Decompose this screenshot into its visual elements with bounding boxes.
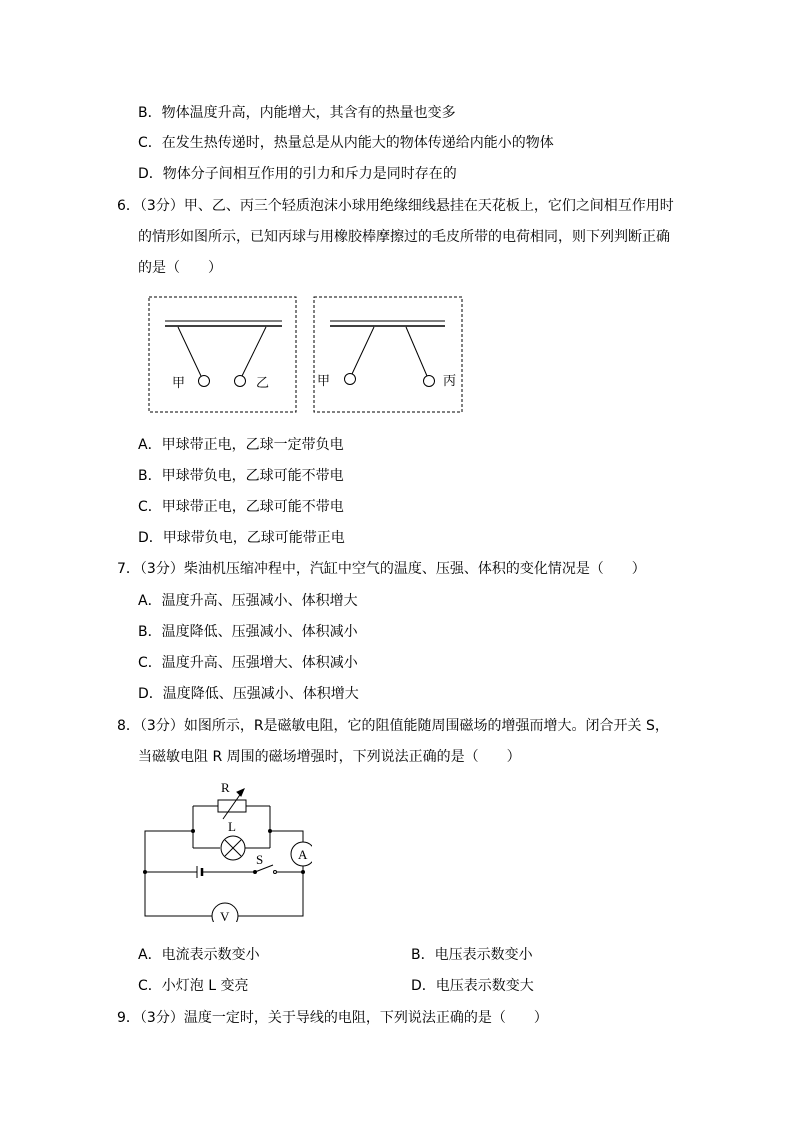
q8-option-a: A．电流表示数变小 (138, 947, 260, 963)
circuit-label-a: A (298, 847, 308, 862)
q8-circuit (140, 776, 312, 922)
q6-right-ball-a (345, 374, 356, 385)
q7-option-d: D．温度降低、压强减小、体积增大 (138, 686, 359, 702)
q6-right-string-b (406, 327, 427, 376)
q8-stem-line2: 当磁敏电阻 R 周围的磁场增强时，下列说法正确的是（ ） (138, 749, 521, 765)
q6-left-label-a: 甲 (172, 376, 186, 391)
q6-stem-line3: 的是（ ） (138, 260, 222, 276)
q8-option-b: B．电压表示数变小 (411, 947, 533, 963)
q6-option-d: D．甲球带负电，乙球可能带正电 (138, 530, 345, 546)
q6-right-label-a: 甲 (317, 374, 331, 389)
q6-right-ball-b (424, 376, 435, 387)
q6-left-label-b: 乙 (256, 376, 270, 391)
q6-option-b: B．甲球带负电，乙球可能不带电 (138, 468, 344, 484)
q8-option-c: C．小灯泡 L 变亮 (138, 978, 249, 994)
q7-stem: 7．（3分）柴油机压缩冲程中，汽缸中空气的温度、压强、体积的变化情况是（ ） (117, 561, 646, 577)
q6-left-ball-b (235, 376, 246, 387)
q6-right-string-a (352, 327, 374, 374)
q7-option-b: B．温度降低、压强减小、体积减小 (138, 624, 358, 640)
q6-left-string-a (178, 327, 201, 376)
q8-stem-line1: 8．（3分）如图所示，R是磁敏电阻，它的阻值能随周围磁场的增强而增大。闭合开关 S， (117, 718, 669, 734)
q9-stem: 9．（3分）温度一定时，关于导线的电阻，下列说法正确的是（ ） (117, 1010, 548, 1026)
q6-option-a: A．甲球带正电，乙球一定带负电 (138, 437, 344, 453)
q6-stem-line1: 6．（3分）甲、乙、丙三个轻质泡沫小球用绝缘细线悬挂在天花板上，它们之间相互作用时 (117, 198, 674, 214)
q6-left-ball-a (199, 376, 210, 387)
q6-right-label-b: 丙 (443, 374, 457, 389)
q5-option-b: B．物体温度升高，内能增大，其含有的热量也变多 (138, 105, 456, 121)
q6-left-box (149, 297, 296, 412)
circuit-label-l: L (228, 819, 236, 834)
circuit-label-r: R (221, 780, 230, 795)
q6-figure (148, 296, 466, 414)
circuit-label-s: S (256, 852, 264, 867)
q7-option-c: C．温度升高、压强增大、体积减小 (138, 655, 358, 671)
q6-option-c: C．甲球带正电，乙球可能不带电 (138, 499, 344, 515)
q6-stem-line2: 的情形如图所示，已知丙球与用橡胶棒摩擦过的毛皮所带的电荷相同，则下列判断正确 (138, 229, 670, 245)
q7-option-a: A．温度升高、压强减小、体积增大 (138, 593, 358, 609)
q5-option-d: D．物体分子间相互作用的引力和斥力是同时存在的 (138, 166, 457, 182)
q6-left-string-b (242, 327, 266, 376)
q5-option-c: C．在发生热传递时，热量总是从内能大的物体传递给内能小的物体 (138, 135, 554, 151)
circuit-label-v: V (220, 909, 230, 922)
q8-option-d: D．电压表示数变大 (411, 978, 534, 994)
q6-right-box (314, 297, 462, 412)
